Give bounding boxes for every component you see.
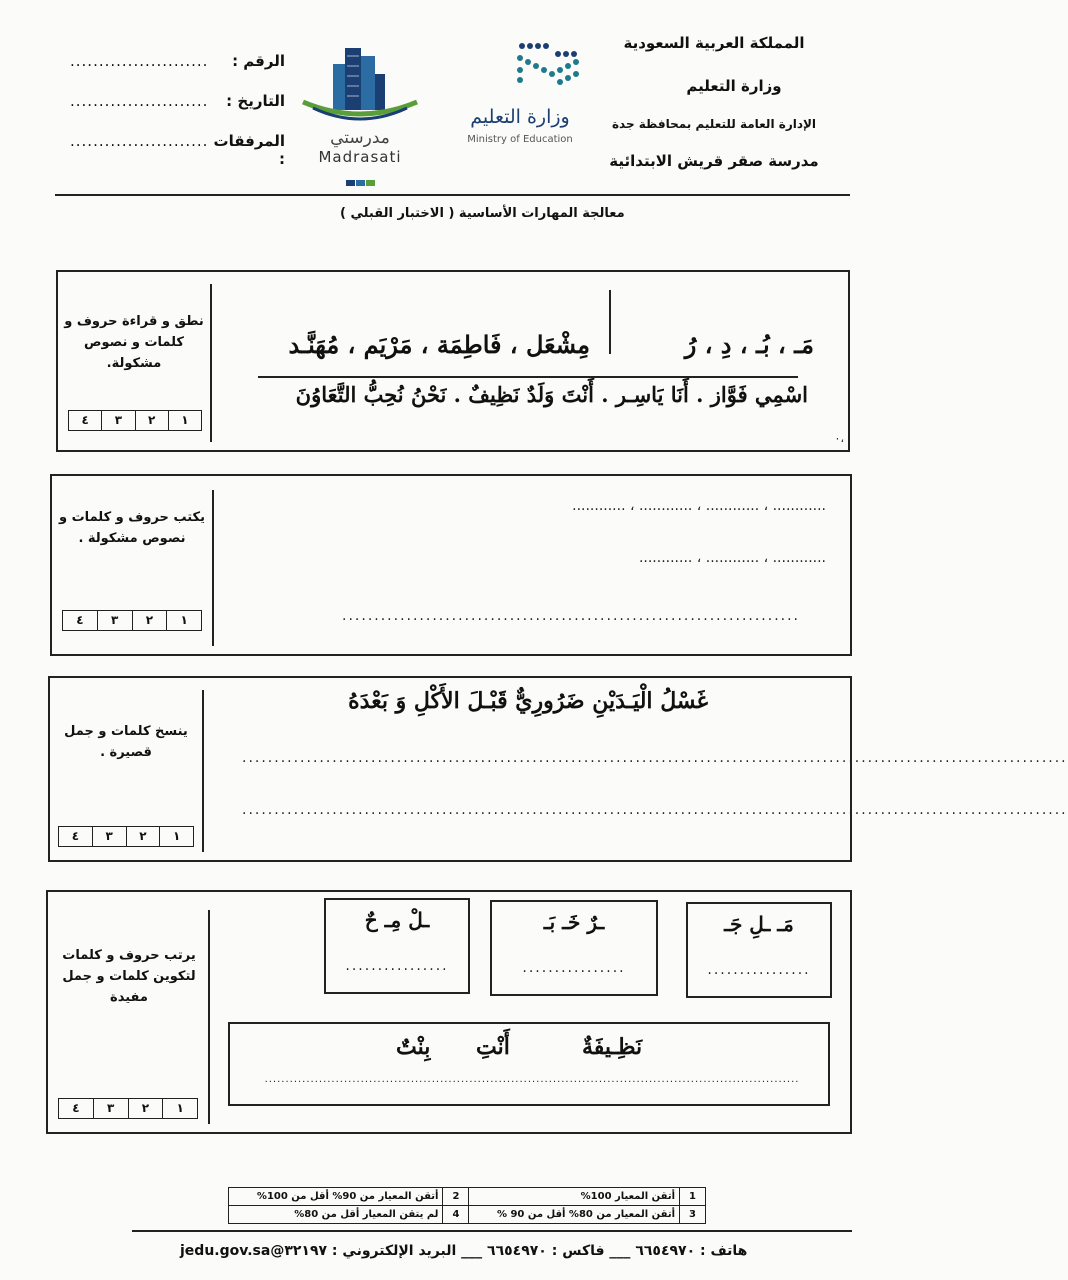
sentence-row: اسْمِي فَوَّاز . أَنَا يَاسِـر . أَنْتَ وَلَدٌ نَظِيفٌ . نَحْنُ نُحِبُّ التَّعَاوُنَ <box>295 382 808 407</box>
date-label: التاريخ : <box>226 92 285 110</box>
attachments-label: المرفقات : <box>213 132 285 168</box>
word-1: نَظِـيفَةٌ <box>582 1034 643 1060</box>
word-2: أَنْتِ <box>476 1034 510 1060</box>
rating-4[interactable]: ٤ <box>81 413 89 427</box>
rating-4[interactable]: ٤ <box>76 613 84 627</box>
ministry-name: وزارة التعليم <box>686 77 782 95</box>
writing-line-1[interactable]: ............ ، ............ ، ............ ، ............ <box>572 498 826 514</box>
word-3: بِنْتٌ <box>396 1034 431 1060</box>
legend-row <box>229 1188 706 1206</box>
names-row: مِشْعَل ، فَاطِمَة ، مَرْيَم ، مُهَنَّـد <box>288 330 590 359</box>
section-divider <box>210 284 212 442</box>
tile-letters: ـرٌ خَـ بَـ <box>543 910 605 934</box>
skill-label: نطق و قراءة حروف و كلمات و نصوص مشكولة. <box>64 314 204 371</box>
skill-label: يكتب حروف و كلمات و نصوص مشكولة . <box>59 510 205 546</box>
rating-scale[interactable] <box>68 410 202 431</box>
rating-1[interactable]: ١ <box>159 827 193 846</box>
writing-line-2[interactable]: ............ ، ............ ، ............ <box>638 550 826 566</box>
legend-num: 1 <box>680 1188 706 1206</box>
letter-tile <box>490 900 658 996</box>
reading-rule <box>258 376 798 378</box>
rating-3[interactable]: ٣ <box>92 827 126 846</box>
section-copying <box>48 676 1068 862</box>
number-dots: ........................ <box>70 52 209 70</box>
moe-dots-icon <box>460 40 580 100</box>
skill-label: ينسخ كلمات و جمل قصيرة . <box>64 724 188 760</box>
attachments-field[interactable] <box>70 132 285 168</box>
rating-4[interactable]: ٤ <box>72 1101 80 1115</box>
rating-scale[interactable] <box>58 826 194 847</box>
tile-letters: ـلْ مِـ حٌ <box>364 908 430 932</box>
legend-text: أتقن المعيار من 80% أقل من 90 % <box>469 1206 680 1224</box>
letters-row: مَـ ، بُـ ، دِ ، رُ <box>684 330 814 359</box>
rating-2[interactable]: ٢ <box>132 611 167 630</box>
letter-tile <box>324 898 470 994</box>
moe-logo-english: Ministry of Education <box>467 134 573 145</box>
contact-info: هاتف : ٦٦٥٤٩٧٠ ___ فاكس : ٦٦٥٤٩٧٠ ___ البريد الإلكتروني : ٣٢١٩٧@jedu.gov.sa <box>180 1243 748 1259</box>
rating-2[interactable]: ٢ <box>128 1099 163 1118</box>
copy-line-2[interactable]: ................................................................................................................................ <box>242 802 1068 818</box>
moe-logo <box>460 40 580 165</box>
section-reading <box>56 270 850 452</box>
school-header <box>594 36 834 169</box>
tile-answer[interactable]: ................ <box>707 962 811 978</box>
legend-row <box>229 1206 706 1224</box>
section-arranging <box>46 890 852 1134</box>
madrasati-logo <box>295 44 425 194</box>
word-arrange-box <box>228 1022 830 1106</box>
date-field[interactable] <box>70 92 285 110</box>
section-divider <box>212 490 214 646</box>
footer-rule <box>132 1230 852 1232</box>
section-divider <box>202 690 204 852</box>
skill-label: يرتب حروف و كلمات لتكوين كلمات و جمل مفيدة <box>62 948 196 1005</box>
tile-letters: مَـ ـلِ جَـ <box>724 912 794 936</box>
letters-words-divider <box>609 290 611 354</box>
legend-text: لم يتقن المعيار أقل من 80% <box>229 1206 443 1224</box>
madrasati-building-icon <box>295 44 425 124</box>
rating-3[interactable]: ٣ <box>101 411 134 430</box>
legend-text: أتقن المعيار من 90% أقل من 100% <box>229 1188 443 1206</box>
rating-2[interactable]: ٢ <box>135 411 168 430</box>
rating-3[interactable]: ٣ <box>97 611 132 630</box>
writing-line-3[interactable]: ....................................................................... <box>342 608 800 624</box>
number-label: الرقم : <box>232 52 285 70</box>
kingdom-name: المملكة العربية السعودية <box>623 34 805 52</box>
page-title: معالجة المهارات الأساسية ( الاختبار القبلي ) <box>340 206 625 221</box>
moe-logo-arabic: وزارة التعليم <box>470 106 570 128</box>
madrasati-english: Madrasati <box>318 148 402 166</box>
legend-num: 3 <box>680 1206 706 1224</box>
copy-sentence: غَسْلُ الْيَـدَيْنِ ضَرُورِيٌّ قَبْـلَ الأَكْلِ وَ بَعْدَهُ <box>348 688 708 714</box>
reference-fields <box>70 52 285 190</box>
attachments-dots: ........................ <box>70 132 209 150</box>
arrange-answer-line[interactable]: ................................................................................................................................ <box>264 1074 800 1085</box>
rating-scale[interactable] <box>58 1098 198 1119</box>
section-writing <box>50 474 852 656</box>
date-dots: ........................ <box>70 92 209 110</box>
legend-num: 2 <box>443 1188 469 1206</box>
stray-mark: ٠، <box>834 432 844 445</box>
header-rule <box>55 194 850 196</box>
rating-2[interactable]: ٢ <box>126 827 160 846</box>
tile-answer[interactable]: ................ <box>345 958 449 974</box>
letter-tile <box>686 902 832 998</box>
legend-text: أتقن المعيار 100% <box>469 1188 680 1206</box>
legend-num: 4 <box>443 1206 469 1224</box>
rating-1[interactable]: ١ <box>168 411 201 430</box>
rating-3[interactable]: ٣ <box>93 1099 128 1118</box>
madrasati-squares-icon <box>295 180 425 186</box>
admin-name: الإدارة العامة للتعليم بمحافظة جدة <box>611 117 817 131</box>
number-field[interactable] <box>70 52 285 70</box>
rating-4[interactable]: ٤ <box>71 829 80 843</box>
rating-scale[interactable] <box>62 610 202 631</box>
rating-1[interactable]: ١ <box>166 611 201 630</box>
school-name: مدرسة صقر قريش الابتدائية <box>609 152 819 170</box>
section-divider <box>208 910 210 1124</box>
madrasati-arabic: مدرستي <box>330 128 390 148</box>
legend-table <box>228 1187 706 1224</box>
rating-1[interactable]: ١ <box>162 1099 197 1118</box>
copy-line-1[interactable]: ................................................................................................................................ <box>242 750 1068 766</box>
tile-answer[interactable]: ................ <box>522 960 626 976</box>
